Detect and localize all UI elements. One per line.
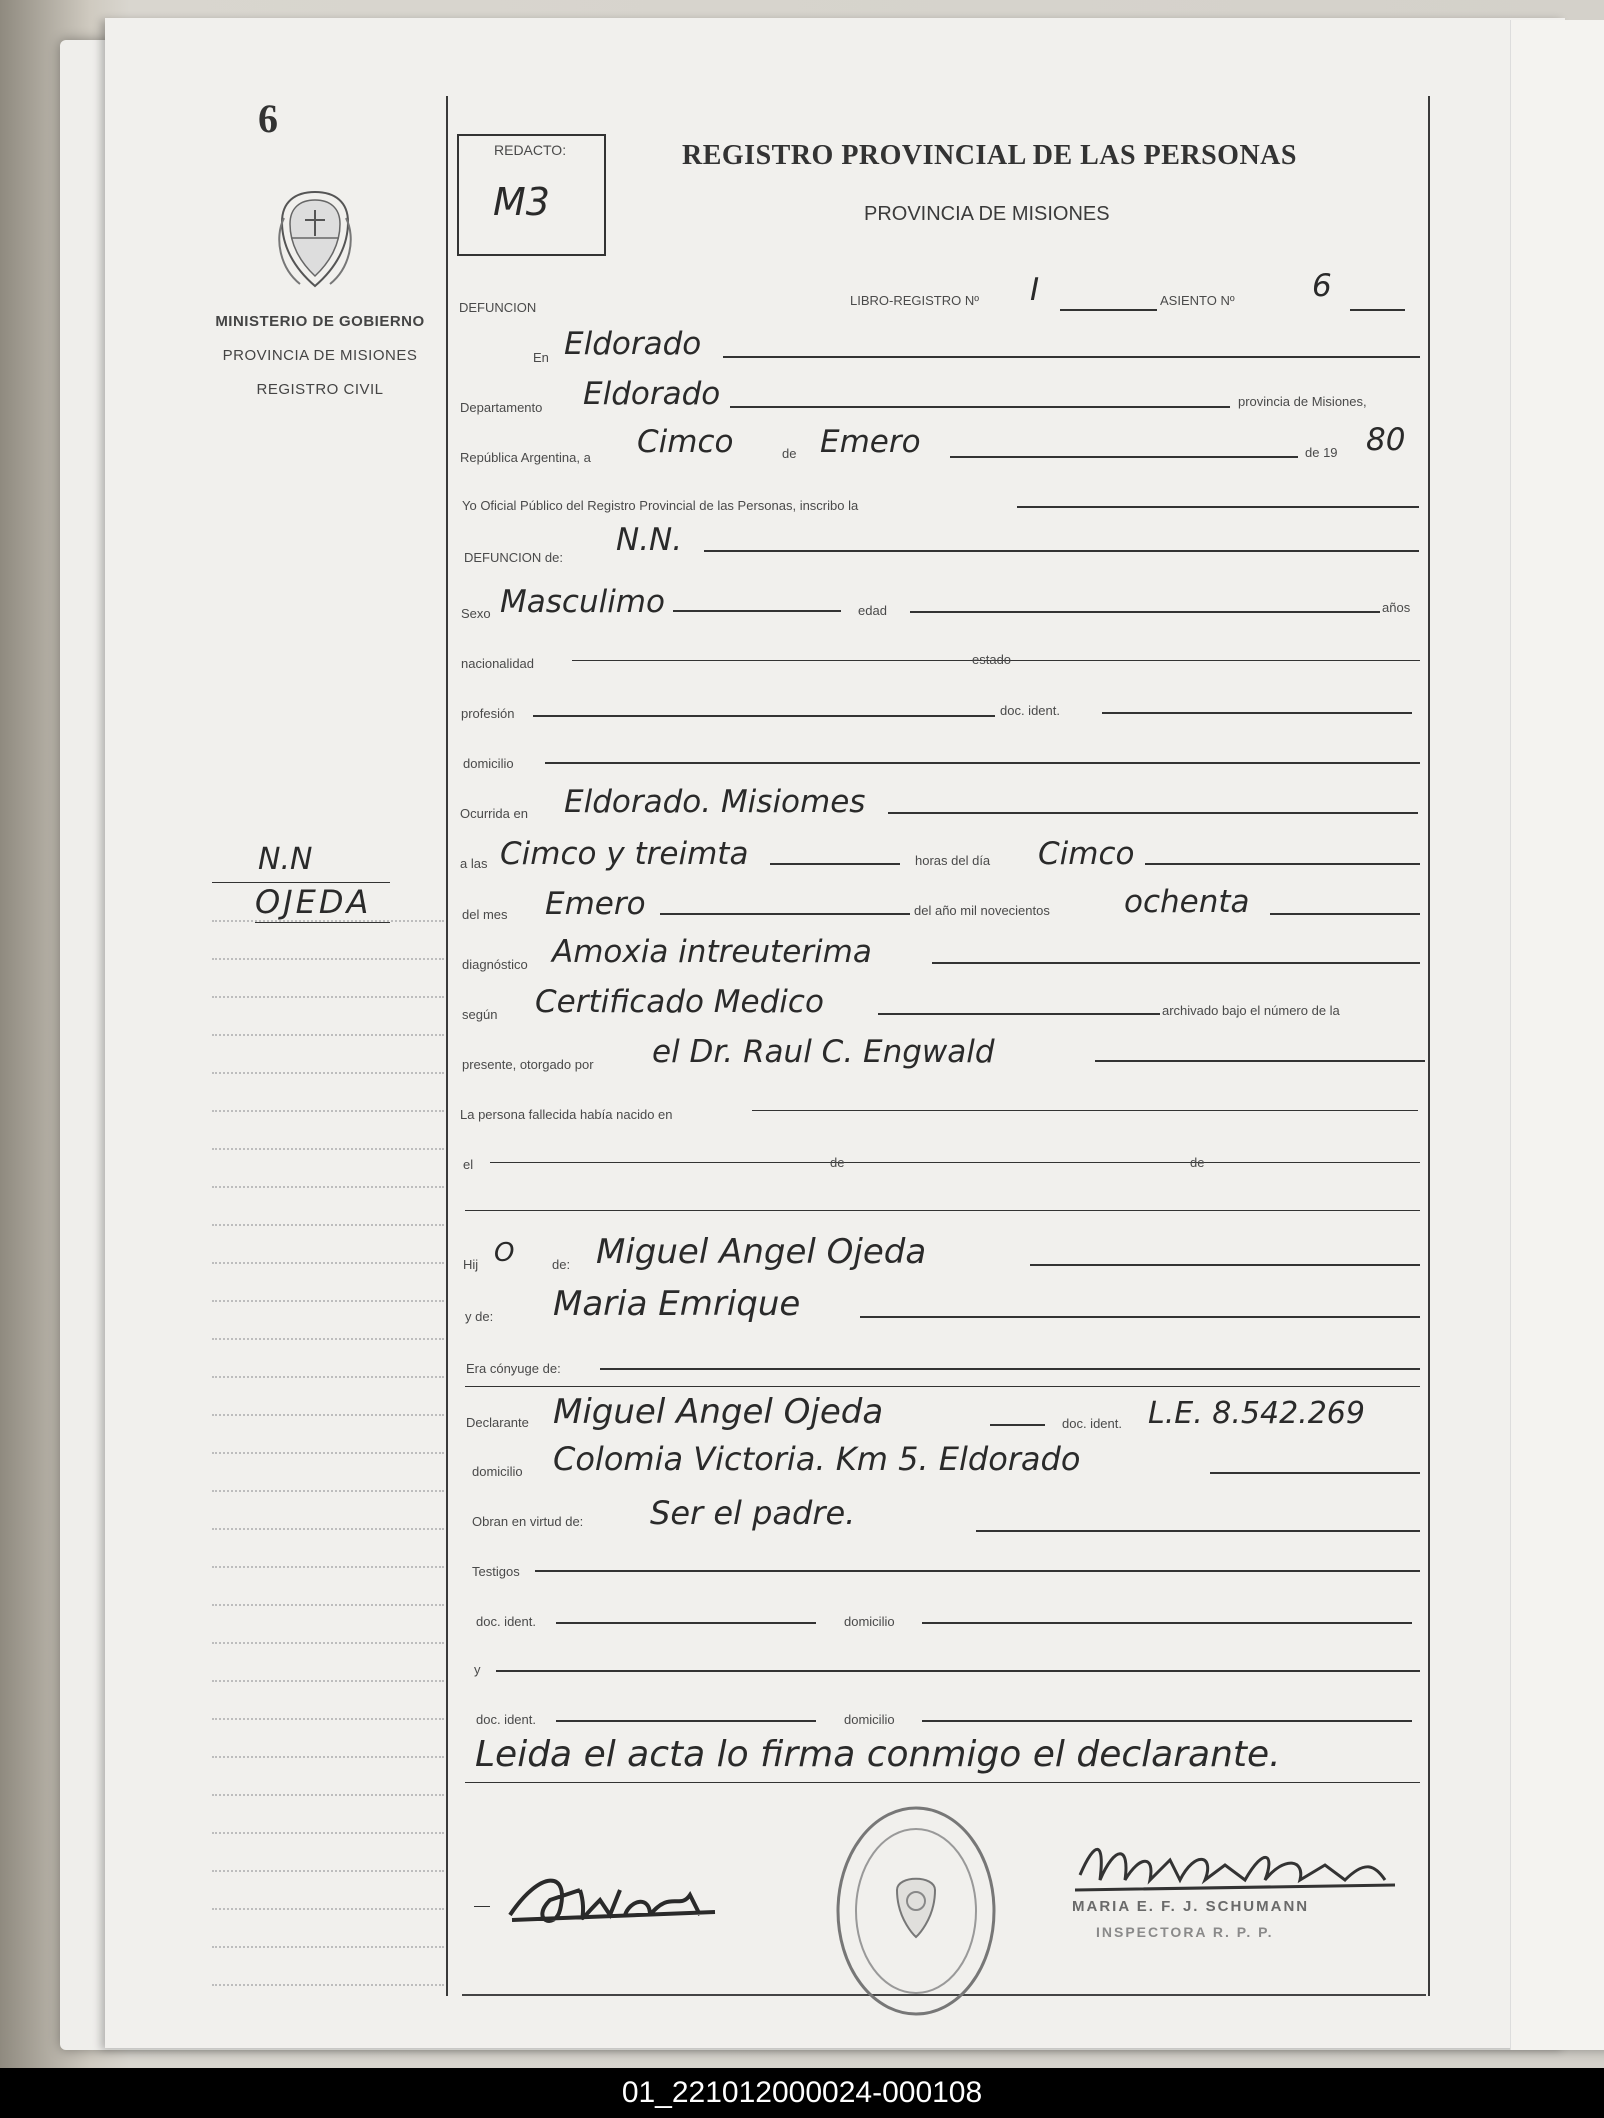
redacto-label: REDACTO: (494, 142, 567, 158)
margin-note-line1: N.N (258, 842, 313, 877)
margin-dotted-line (212, 1832, 444, 1834)
obran-label: Obran en virtud de: (472, 1514, 584, 1529)
doc-ident-label: doc. ident. (1000, 703, 1060, 718)
alas-label: a las (460, 856, 488, 871)
anos-label: años (1382, 600, 1411, 615)
rule (878, 1013, 1160, 1015)
de-b-label: de (1190, 1155, 1205, 1170)
declarante-label: Declarante (466, 1415, 529, 1430)
hij-de-label: de: (552, 1257, 571, 1272)
rule (1145, 863, 1420, 865)
margin-rule (212, 882, 390, 883)
rule (922, 1720, 1412, 1722)
officer-name: MARIA E. F. J. SCHUMANN (1072, 1898, 1310, 1915)
libro-value: I (1030, 272, 1040, 308)
testigo1-dom-label: domicilio (844, 1614, 895, 1629)
rule (1270, 913, 1420, 915)
presente-value: el Dr. Raul C. Engwald (652, 1034, 995, 1070)
rule (730, 406, 1230, 408)
departamento-label: Departamento (460, 400, 543, 415)
rule (535, 1570, 1420, 1572)
provincia-label: provincia de Misiones, (1238, 394, 1367, 409)
redacto-value: M3 (493, 180, 550, 224)
rule (1102, 712, 1412, 714)
departamento-value: Eldorado (583, 376, 721, 412)
rule (950, 456, 1298, 458)
form-subtitle: PROVINCIA DE MISIONES (864, 203, 1110, 225)
defuncion-de-value: N.N. (616, 522, 683, 558)
testigo2-dom-label: domicilio (844, 1712, 895, 1727)
declarant-signature (500, 1860, 730, 1940)
rule (490, 1162, 1420, 1163)
asiento-label: ASIENTO Nº (1160, 293, 1235, 308)
anio-value: 80 (1366, 422, 1406, 458)
margin-dotted-line (212, 1680, 444, 1682)
coat-of-arms-icon (270, 188, 360, 292)
margin-dotted-line (212, 1566, 444, 1568)
archivado-label: archivado bajo el número de la (1162, 1003, 1340, 1018)
margin-dotted-line (212, 1300, 444, 1302)
margin-dotted-line (212, 1528, 444, 1530)
rule (660, 913, 910, 915)
margin-dotted-line (212, 1414, 444, 1416)
page-number: 6 (258, 96, 278, 141)
province-label: PROVINCIA DE MISIONES (222, 347, 418, 364)
rule (723, 356, 1420, 358)
asiento-value: 6 (1312, 268, 1332, 304)
nacionalidad-label: nacionalidad (461, 656, 535, 671)
delanio-label: del año mil novecientos (914, 903, 1050, 918)
rule (1095, 1060, 1425, 1062)
domicilio-label: domicilio (463, 756, 514, 771)
margin-note-line2: OJEDA (255, 883, 372, 921)
yde-label: y de: (465, 1309, 494, 1324)
rule (556, 1622, 816, 1624)
domicilio2-label: domicilio (472, 1464, 523, 1479)
horas-label: horas del día (915, 853, 991, 868)
form-title: REGISTRO PROVINCIAL DE LAS PERSONAS (682, 140, 1297, 171)
de-a-label: de (830, 1155, 845, 1170)
mes2-value: Emero (545, 886, 646, 922)
rule (1060, 309, 1157, 311)
estado-label: estado (972, 652, 1012, 667)
record-type: DEFUNCION (459, 300, 537, 315)
oficial-text: Yo Oficial Público del Registro Provincial de las Personas, inscribo la (462, 498, 859, 513)
rule (474, 1906, 490, 1907)
rule (556, 1720, 816, 1722)
rule (932, 962, 1420, 964)
margin-dotted-line (212, 1984, 444, 1986)
closing-statement: Leida el acta lo firma conmigo el declarante. (475, 1734, 1281, 1775)
margin-dotted-line (212, 1034, 444, 1036)
margin-rule (255, 922, 390, 923)
domicilio2-value: Colomia Victoria. Km 5. Eldorado (553, 1440, 1081, 1478)
rule (976, 1530, 1420, 1532)
margin-dotted-line (212, 1338, 444, 1340)
margin-dotted-line (212, 1870, 444, 1872)
margin-dotted-line (212, 1376, 444, 1378)
doc-ident-label2: doc. ident. (1062, 1416, 1122, 1431)
margin-dotted-line (212, 920, 444, 922)
rule (600, 1368, 1420, 1370)
rule (673, 610, 841, 612)
rule (910, 611, 1380, 613)
testigos-label: Testigos (472, 1564, 520, 1579)
delmes-label: del mes (462, 907, 508, 922)
anio2-value: ochenta (1124, 884, 1250, 920)
declarante-doc: L.E. 8.542.269 (1148, 1396, 1365, 1431)
segun-value: Certificado Medico (535, 984, 824, 1020)
rule (1017, 506, 1419, 508)
margin-dotted-line (212, 1186, 444, 1188)
ocurrida-label: Ocurrida en (460, 806, 528, 821)
rule (545, 762, 1420, 764)
rule (752, 1110, 1418, 1111)
margin-dotted-line (212, 1946, 444, 1948)
hij-value: O (494, 1238, 515, 1268)
rule (704, 550, 1419, 552)
rule (1210, 1472, 1420, 1474)
hora-value: Cimco y treimta (500, 836, 749, 872)
declarante-value: Miguel Angel Ojeda (553, 1392, 884, 1432)
margin-dotted-line (212, 1262, 444, 1264)
diagnostico-value: Amoxia intreuterima (552, 934, 872, 970)
segun-label: según (462, 1007, 498, 1022)
en-label: En (533, 350, 549, 365)
dia2-value: Cimco (1038, 836, 1135, 872)
facing-page-edge (1510, 20, 1604, 2050)
registry-label: REGISTRO CIVIL (256, 381, 384, 398)
margin-dotted-line (212, 1718, 444, 1720)
margin-dotted-line (212, 1452, 444, 1454)
presente-label: presente, otorgado por (462, 1057, 594, 1072)
ocurrida-value: Eldorado. Misiomes (564, 784, 866, 820)
dia-value: Cimco (637, 424, 734, 460)
rule (465, 1210, 1420, 1211)
edad-label: edad (858, 603, 887, 618)
republica-label: República Argentina, a (460, 450, 591, 465)
margin-dotted-line (212, 1756, 444, 1758)
conyuge-label: Era cónyuge de: (466, 1361, 561, 1376)
el-label: el (463, 1157, 474, 1172)
official-stamp (835, 1805, 997, 2017)
de-label: de (782, 446, 797, 461)
margin-dotted-line (212, 1148, 444, 1150)
mes-value: Emero (820, 424, 921, 460)
rule (465, 1386, 1420, 1387)
rule (533, 715, 995, 717)
testigo2-doc-label: doc. ident. (476, 1712, 536, 1727)
rule (770, 863, 900, 865)
rule (496, 1670, 1420, 1672)
nacido-label: La persona fallecida había nacido en (460, 1107, 673, 1122)
libro-label: LIBRO-REGISTRO Nº (850, 293, 979, 308)
y-label: y (474, 1662, 481, 1677)
margin-dotted-line (212, 1224, 444, 1226)
margin-dotted-line (212, 1110, 444, 1112)
file-id-bar: 01_221012000024-000108 (0, 2068, 1604, 2118)
diagnostico-label: diagnóstico (462, 957, 528, 972)
testigo1-doc-label: doc. ident. (476, 1614, 536, 1629)
margin-dotted-line (212, 1908, 444, 1910)
padre-value: Miguel Angel Ojeda (596, 1232, 927, 1272)
defuncion-de-label: DEFUNCION de: (464, 550, 563, 565)
margin-dotted-line (212, 958, 444, 960)
rule (990, 1424, 1045, 1426)
obran-value: Ser el padre. (650, 1494, 856, 1532)
madre-value: Maria Emrique (553, 1284, 801, 1324)
rule (1030, 1264, 1420, 1266)
de19-label: de 19 (1305, 445, 1338, 460)
margin-dotted-line (212, 1642, 444, 1644)
margin-dotted-line (212, 1072, 444, 1074)
ministry-label: MINISTERIO DE GOBIERNO (215, 313, 425, 330)
profesion-label: profesión (461, 706, 515, 721)
officer-signature (1075, 1835, 1400, 1905)
en-value: Eldorado (564, 326, 702, 362)
margin-dotted-line (212, 1490, 444, 1492)
rule (860, 1316, 1420, 1318)
margin-dotted-line (212, 1794, 444, 1796)
sexo-label: Sexo (461, 606, 491, 621)
rule (888, 812, 1418, 814)
rule (922, 1622, 1412, 1624)
margin-dotted-line (212, 1604, 444, 1606)
rule (465, 1782, 1420, 1783)
hij-label: Hij (463, 1257, 479, 1272)
sexo-value: Masculimo (500, 584, 665, 620)
officer-title: INSPECTORA R. P. P. (1096, 1924, 1274, 1940)
rule (1350, 309, 1405, 311)
margin-dotted-line (212, 996, 444, 998)
